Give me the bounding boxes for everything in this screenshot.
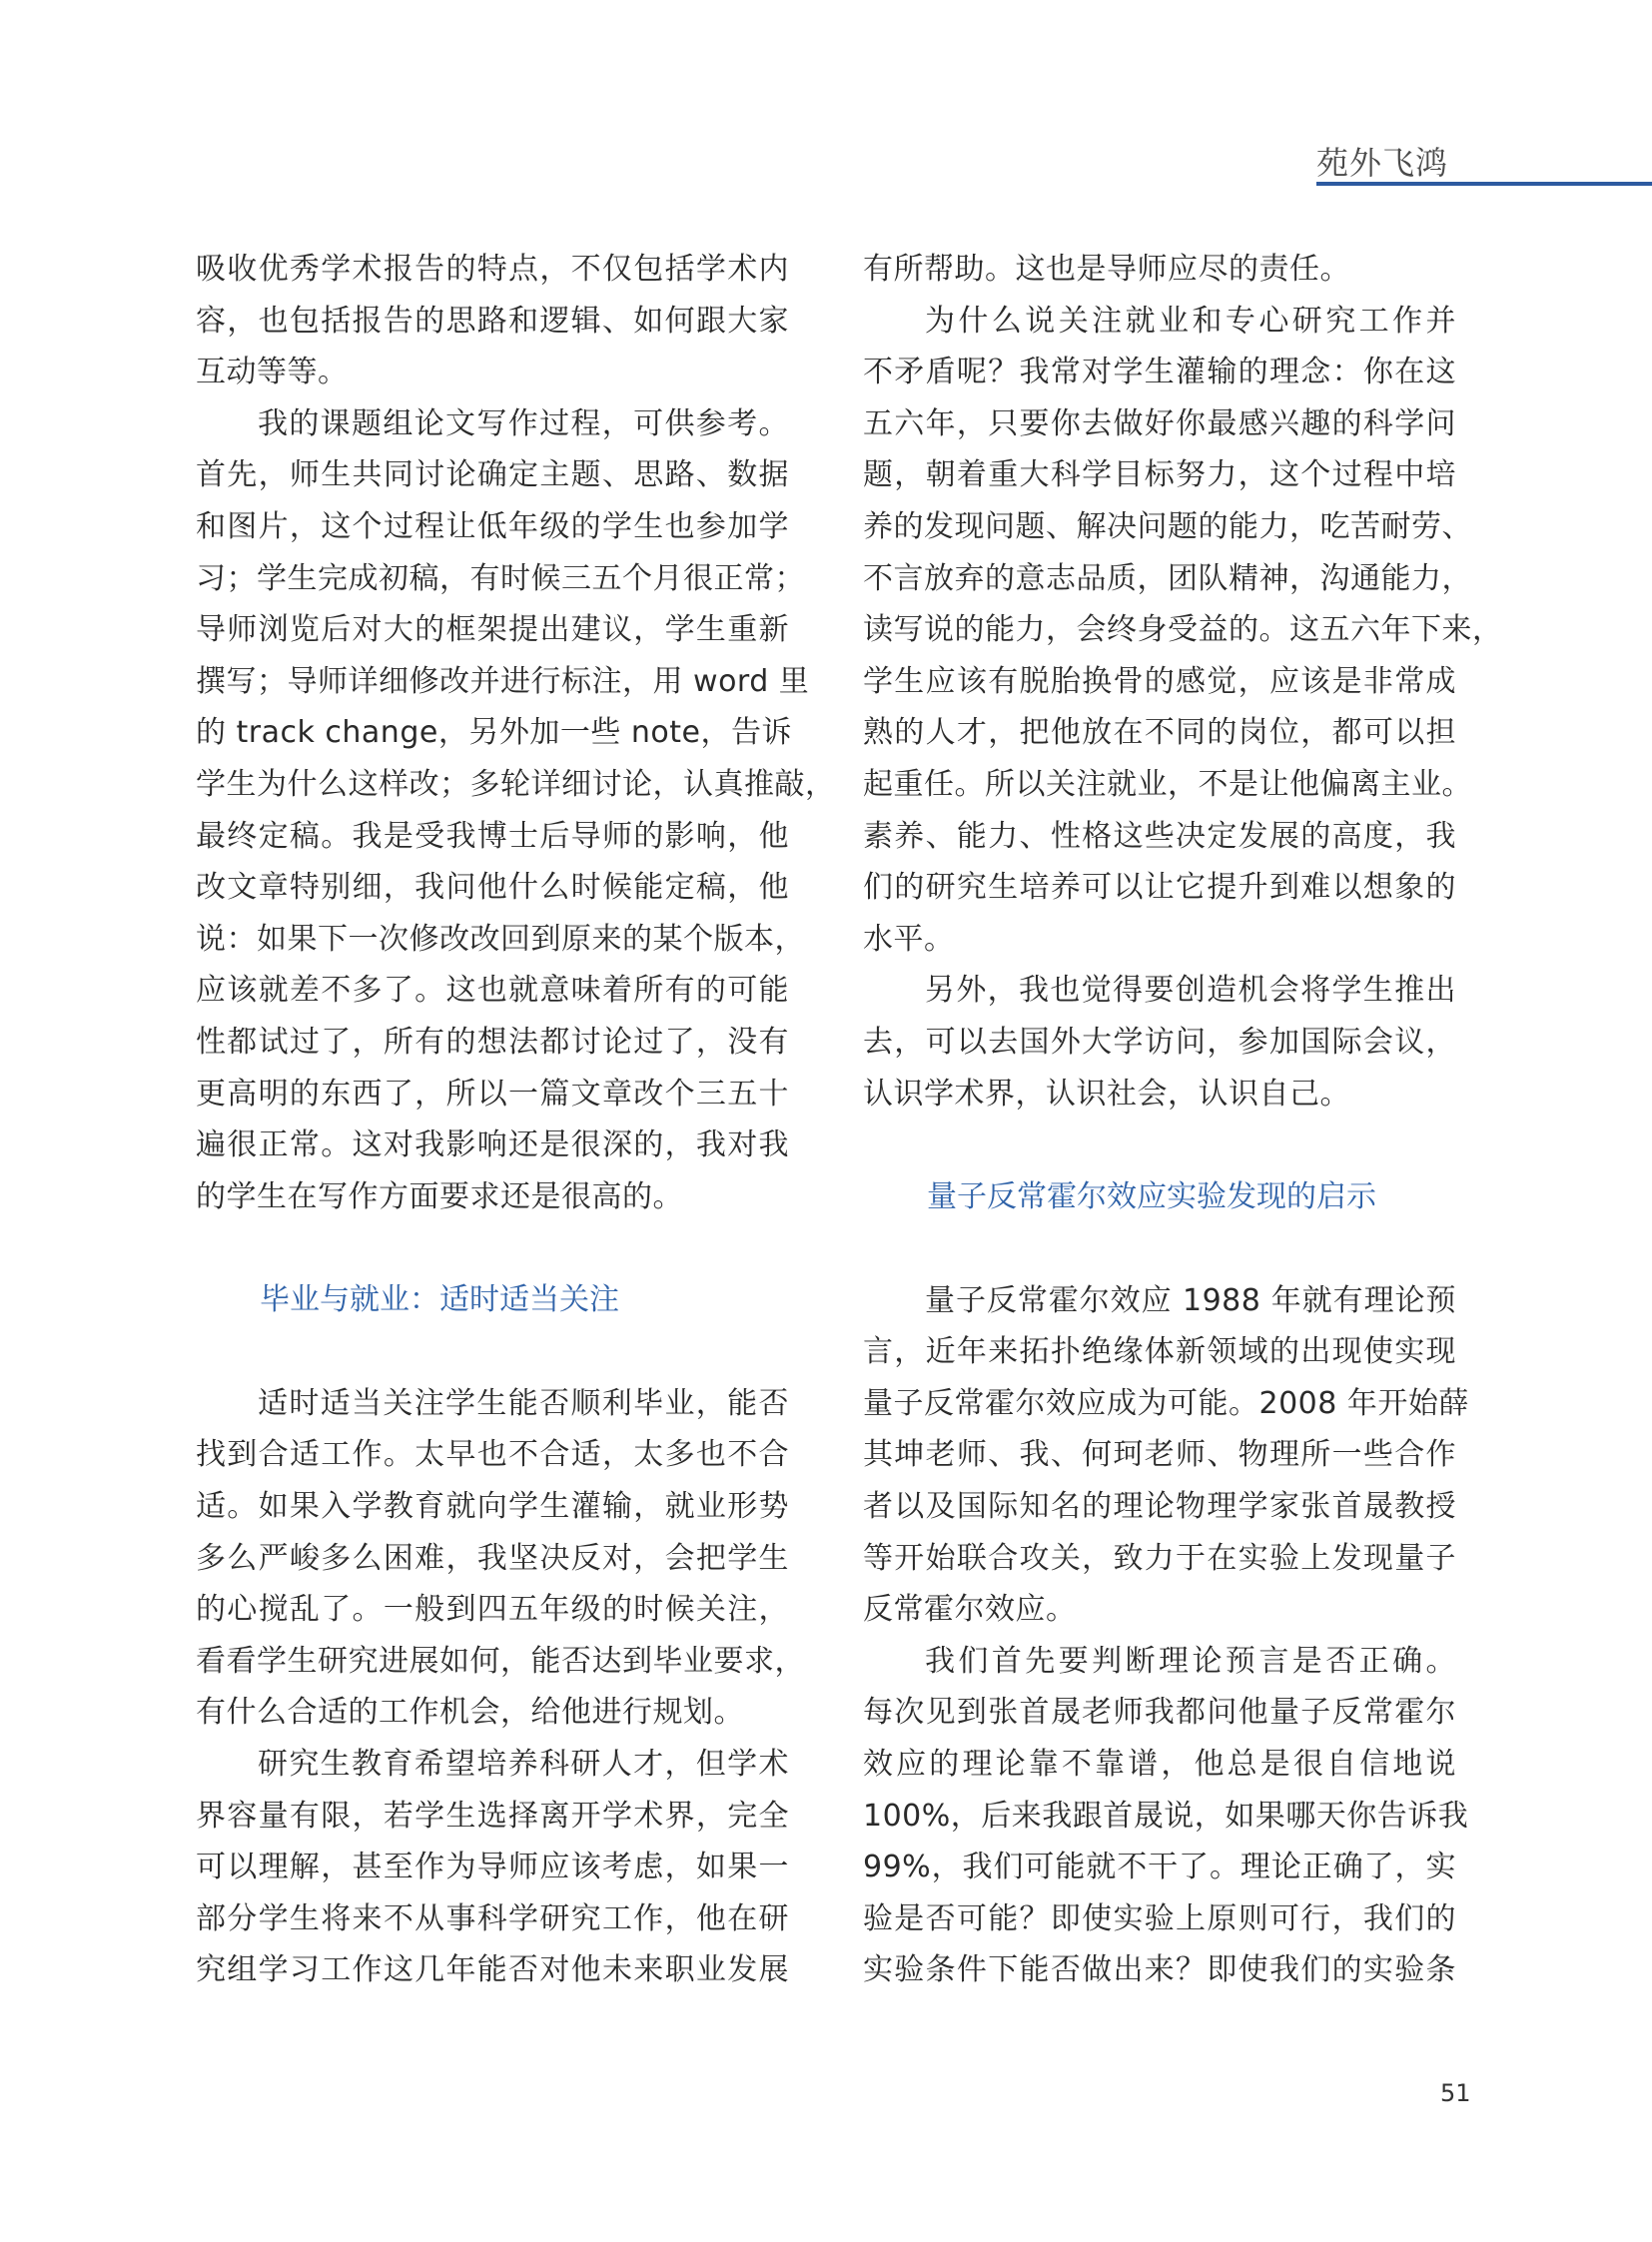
- text-line: 量子反常霍尔效应 1988 年就有理论预: [925, 1282, 1456, 1318]
- section-header-title: 苑外飞鸿: [1316, 144, 1449, 182]
- text-line: 素养、能力、性格这些决定发展的高度，我: [863, 818, 1456, 854]
- text-line: 不言放弃的意志品质，团队精神，沟通能力，: [863, 560, 1472, 596]
- text-line: 五六年，只要你去做好你最感兴趣的科学问: [863, 405, 1456, 441]
- paragraph: [196, 1739, 789, 1996]
- paragraph: [863, 965, 1456, 1120]
- text-line: 养的发现问题、解决问题的能力，吃苦耐劳、: [863, 508, 1472, 544]
- text-line: 题，朝着重大科学目标努力，这个过程中培: [863, 457, 1456, 493]
- text-line: 导师浏览后对大的框架提出建议，学生重新: [196, 612, 789, 648]
- text-line: 我们首先要判断理论预言是否正确。: [925, 1643, 1456, 1679]
- text-line: 互动等等。: [196, 355, 349, 390]
- paragraph: [196, 244, 789, 398]
- text-line: 找到合适工作。太早也不合适，太多也不合: [196, 1437, 789, 1473]
- text-line: 言，近年来拓扑绝缘体新领域的出现使实现: [863, 1334, 1456, 1370]
- text-line: 性都试过了，所有的想法都讨论过了，没有: [196, 1024, 789, 1060]
- text-line: 为什么说关注就业和专心研究工作并: [925, 303, 1456, 339]
- text-line: 学生为什么这样改；多轮详细讨论，认真推敲，: [196, 766, 836, 802]
- text-line: 应该就差不多了。这也就意味着所有的可能: [196, 973, 789, 1009]
- text-line: 的学生在写作方面要求还是很高的。: [196, 1178, 683, 1214]
- text-line: 和图片，这个过程让低年级的学生也参加学: [196, 508, 789, 544]
- text-line: 效应的理论靠不靠谱，他总是很自信地说: [863, 1747, 1456, 1783]
- text-line: 量子反常霍尔效应成为可能。2008 年开始薛: [863, 1385, 1469, 1421]
- text-line: 撰写；导师详细修改并进行标注，用 word 里: [196, 663, 810, 699]
- text-line: 实验条件下能否做出来？即使我们的实验条: [863, 1952, 1456, 1988]
- text-line: 99%，我们可能就不干了。理论正确了，实: [863, 1850, 1456, 1885]
- left-column: [196, 244, 836, 1996]
- text-line: 者以及国际知名的理论物理学家张首晟教授: [863, 1489, 1456, 1525]
- text-line: 吸收优秀学术报告的特点，不仅包括学术内: [196, 252, 789, 287]
- paragraph: [863, 244, 1456, 296]
- text-line: 究组学习工作这几年能否对他未来职业发展: [196, 1952, 789, 1988]
- text-line: 研究生教育希望培养科研人才，但学术: [258, 1747, 789, 1783]
- text-line: 更高明的东西了，所以一篇文章改个三五十: [196, 1076, 789, 1112]
- text-line: 学生应该有脱胎换骨的感觉，应该是非常成: [863, 663, 1456, 699]
- text-line: 认识学术界，认识社会，认识自己。: [863, 1076, 1350, 1112]
- text-line: 看看学生研究进展如何，能否达到毕业要求，: [196, 1643, 805, 1679]
- text-line: 另外，我也觉得要创造机会将学生推出: [925, 973, 1456, 1009]
- text-line: 改文章特别细，我问他什么时候能定稿，他: [196, 870, 789, 906]
- text-line: 的 track change，另外加一些 note，告诉: [196, 715, 792, 751]
- text-line: 们的研究生培养可以让它提升到难以想象的: [863, 870, 1456, 906]
- text-line: 其坤老师、我、何珂老师、物理所一些合作: [863, 1437, 1456, 1473]
- text-line: 有所帮助。这也是导师应尽的责任。: [863, 252, 1350, 287]
- text-line: 最终定稿。我是受我博士后导师的影响，他: [196, 818, 789, 854]
- text-line: 说：如果下一次修改改回到原来的某个版本，: [196, 921, 805, 957]
- paragraph: [863, 296, 1503, 966]
- text-line: 我的课题组论文写作过程，可供参考。: [258, 405, 789, 441]
- paragraph: [196, 398, 836, 1223]
- text-line: 部分学生将来不从事科学研究工作，他在研: [196, 1900, 789, 1936]
- text-line: 界容量有限，若学生选择离开学术界，完全: [196, 1798, 789, 1834]
- paragraph: [863, 1275, 1469, 1636]
- text-line: 多么严峻多么困难，我坚决反对，会把学生: [196, 1540, 789, 1576]
- text-line: 容，也包括报告的思路和逻辑、如何跟大家: [196, 303, 789, 339]
- section-heading-graduation: 毕业与就业：适时适当关注: [260, 1282, 619, 1318]
- text-line: 的心搅乱了。一般到四五年级的时候关注，: [196, 1592, 789, 1628]
- text-line: 反常霍尔效应。: [863, 1592, 1077, 1628]
- text-line: 有什么合适的工作机会，给他进行规划。: [196, 1695, 744, 1731]
- text-line: 适。如果入学教育就向学生灌输，就业形势: [196, 1489, 789, 1525]
- text-line: 习；学生完成初稿，有时候三五个月很正常；: [196, 560, 805, 596]
- text-line: 等开始联合攻关，致力于在实验上发现量子: [863, 1540, 1456, 1576]
- text-line: 100%，后来我跟首晟说，如果哪天你告诉我: [863, 1798, 1469, 1834]
- text-line: 验是否可能？即使实验上原则可行，我们的: [863, 1900, 1456, 1936]
- paragraph: [196, 1378, 805, 1739]
- text-line: 起重任。所以关注就业，不是让他偏离主业。: [863, 766, 1472, 802]
- text-line: 可以理解，甚至作为导师应该考虑，如果一: [196, 1850, 789, 1885]
- text-line: 适时适当关注学生能否顺利毕业，能否: [258, 1385, 789, 1421]
- paragraph: [863, 1636, 1469, 1996]
- text-line: 遍很正常。这对我影响还是很深的，我对我: [196, 1127, 789, 1163]
- text-line: 去，可以去国外大学访问，参加国际会议，: [863, 1024, 1456, 1060]
- page-number: 51: [1440, 2079, 1471, 2107]
- text-line: 读写说的能力，会终身受益的。这五六年下来，: [863, 612, 1503, 648]
- right-column: [863, 244, 1503, 1996]
- text-line: 水平。: [863, 921, 955, 957]
- text-line: 每次见到张首晟老师我都问他量子反常霍尔: [863, 1695, 1456, 1731]
- section-heading-quantum: 量子反常霍尔效应实验发现的启示: [927, 1179, 1376, 1215]
- text-line: 不矛盾呢？我常对学生灌输的理念：你在这: [863, 355, 1456, 390]
- text-line: 熟的人才，把他放在不同的岗位，都可以担: [863, 715, 1456, 751]
- section-header-rule: [1316, 182, 1652, 186]
- text-line: 首先，师生共同讨论确定主题、思路、数据: [196, 457, 789, 493]
